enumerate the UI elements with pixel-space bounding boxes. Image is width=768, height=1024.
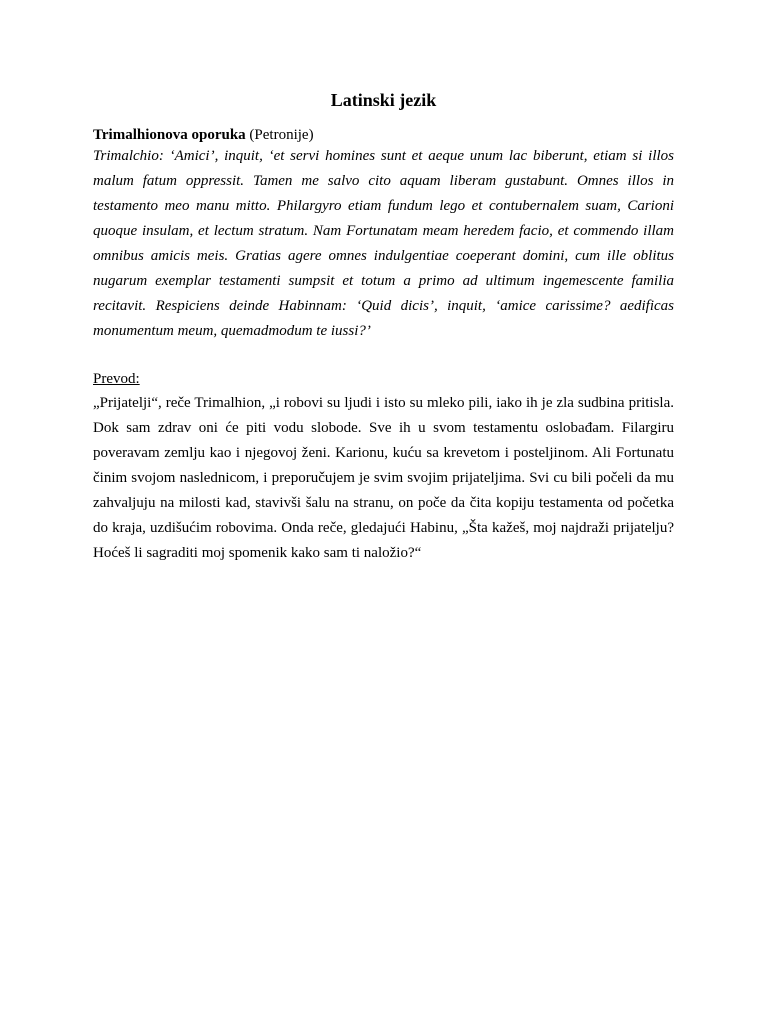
section-heading-author: (Petronije) (245, 127, 314, 143)
document-title: Latinski jezik (330, 90, 437, 110)
document-page (93, 88, 674, 566)
section-heading-title: Trimalhionova oporuka (93, 127, 246, 143)
translation-passage: „Prijatelji“, reče Trimalhion, „i robovi su ljudi i isto su mleko pili, iako ih je zla sudbina pritisla. Dok sam zdrav oni će piti vodu slobode. Sve ih u svom testamentu oslobađam. Filargiru poveravam zemlju kao i njegovoj ženi. Karionu, kuću sa krevetom i posteljinom. Ali Fortunatu činim svojom naslednicom, i preporučujem je svim svojim prijateljima. Svi cu bili počeli da mu zahvaljuju na milosti kad, stavivši šalu na stranu, on poče da čita kopiju testamenta od početka do kraja, uzdišućim robovima. Onda reče, gledajući Habinu, „Šta kažeš, moj najdraži prijatelju? Hoćeš li sagraditi moj spomenik kako sam ti naložio?“ (93, 395, 674, 561)
translation-label: Prevod: (93, 371, 140, 387)
paragraph-spacer (93, 344, 674, 369)
latin-passage: Trimalchio: ‘Amici’, inquit, ‘et servi homines sunt et aeque unum lac biberunt, etiam si illos malum fatum oppressit. Tamen me salvo cito aquam liberam gustabunt. Omnes illos in testamento meo manu mitto. Philargyro etiam fundum lego et contubernalem suam, Carioni quoque insulam, et lectum stratum. Nam Fortunatam meam heredem facio, et commendo illam omnibus amicis meis. Gratias agere omnes indulgentiae coeperant domini, cum ille oblitus nugarum exemplar testamenti sumpsit et totum a primo ad ultimum ingemescente familia recitavit. Respiciens deinde Habinnam: ‘Quid dicis’, inquit, ‘amice carissime? aedificas monumentum meum, quemadmodum te iussi?’ (93, 148, 674, 339)
section-heading (93, 126, 674, 144)
